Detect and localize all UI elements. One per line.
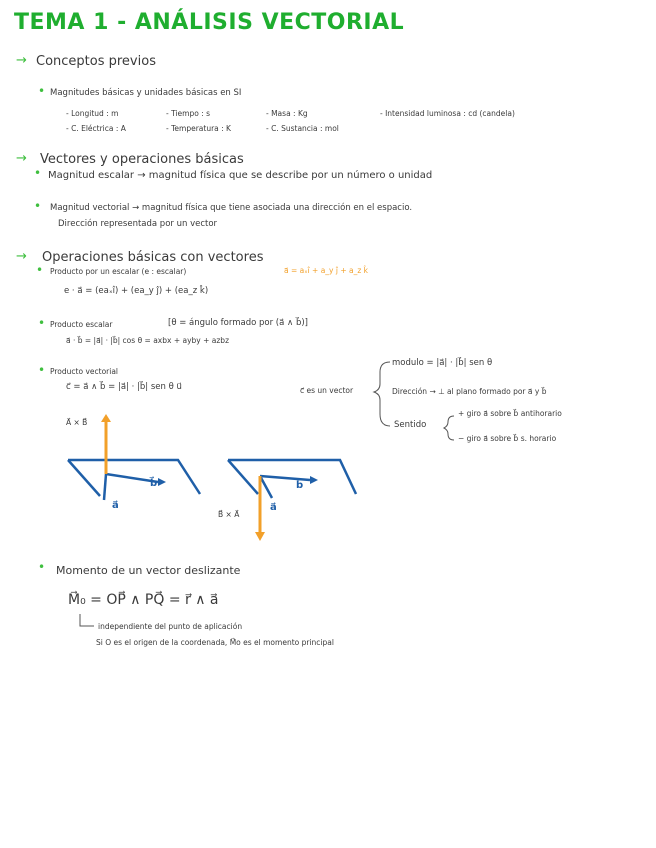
momento-note-2: Si O es el origen de la coordenada, M⃗o es el momento principal [96, 638, 334, 647]
arrow-bullet-icon: → [16, 151, 27, 166]
bullet-dot-icon: • [34, 199, 42, 213]
momento-formula: M⃗₀ = OP⃗ ∧ PQ⃗ = r⃗ ∧ a⃗ [68, 592, 219, 608]
direccion-def: Dirección → ⊥ al plano formado por a⃗ y b⃗ [392, 387, 547, 396]
vector-a-label-left: a⃗ [112, 500, 119, 511]
section-heading-operaciones: Operaciones básicas con vectores [42, 250, 264, 265]
plane-left [68, 414, 200, 500]
section-heading-conceptos: Conceptos previos [36, 54, 156, 69]
page-title: TEMA 1 - ANÁLISIS VECTORIAL [14, 10, 405, 35]
bullet-dot-icon: • [36, 263, 44, 277]
c-es-un-vector: c⃗ es un vector [300, 386, 354, 395]
plane-right [228, 460, 356, 541]
direccion-vector: Dirección representada por un vector [58, 219, 218, 229]
producto-vectorial-label: Producto vectorial [50, 367, 119, 376]
bxa-label: B⃗ × A⃗ [218, 510, 240, 519]
modulo-def: modulo = |a⃗| · |b⃗| sen θ [392, 358, 493, 368]
magnitudes-heading: Magnitudes básicas y unidades básicas en SI [50, 88, 242, 98]
arrow-bullet-icon: → [16, 53, 27, 68]
producto-escalar-expansion: a⃗ · b⃗ = |a⃗| · |b⃗| cos θ = axbx + ayby + azbz [66, 336, 230, 345]
sentido-label: Sentido [394, 420, 427, 430]
producto-escalar-formula: e · a⃗ = (eaₓî) + (ea_y ĵ) + (ea_z k̂) [64, 286, 209, 296]
bullet-dot-icon: • [38, 363, 46, 377]
unit-sustancia: - C. Sustancia : mol [266, 124, 339, 133]
vector-a-label-right: a⃗ [270, 502, 277, 513]
bullet-dot-icon: • [34, 166, 42, 180]
unit-longitud: - Longitud : m [66, 109, 119, 118]
momento-heading: Momento de un vector deslizante [56, 564, 241, 577]
momento-note-1: independiente del punto de aplicación [98, 622, 243, 631]
axb-label: A⃗ × B⃗ [66, 418, 88, 427]
vector-b-label-left: b⃗ [150, 478, 158, 489]
vector-b-label-right: b⃗ [296, 480, 304, 491]
producto-vectorial-formula: c⃗ = a⃗ ∧ b⃗ = |a⃗| · |b⃗| sen θ u⃗ [66, 382, 182, 392]
bullet-dot-icon: • [38, 84, 46, 98]
unit-electrica: - C. Eléctrica : A [66, 124, 126, 133]
unit-masa: - Masa : Kg [266, 109, 308, 118]
sentido-minus: − giro a⃗ sobre b⃗ s. horario [458, 434, 557, 443]
brace-small-icon [444, 416, 454, 440]
vector-definition: a⃗ = aₓî + a_y ĵ + a_z k̂ [284, 266, 369, 275]
brace-icon [374, 362, 390, 426]
corner-arrow-icon [80, 614, 94, 626]
producto-escalar-label: Producto escalar [50, 320, 113, 329]
unit-intensidad: - Intensidad luminosa : cd (candela) [380, 109, 515, 118]
bullet-dot-icon: • [38, 316, 46, 330]
producto-por-escalar-label: Producto por un escalar (e : escalar) [50, 267, 187, 276]
bullet-dot-icon: • [38, 560, 46, 574]
unit-tiempo: - Tiempo : s [166, 109, 210, 118]
section-heading-vectores: Vectores y operaciones básicas [40, 152, 244, 167]
sentido-plus: + giro a⃗ sobre b⃗ antihorario [458, 409, 562, 418]
magnitud-vectorial: Magnitud vectorial → magnitud física que tiene asociada una dirección en el espacio. [50, 203, 413, 213]
unit-temperatura: - Temperatura : K [166, 124, 231, 133]
magnitud-escalar: Magnitud escalar → magnitud física que se describe por un número o unidad [48, 170, 433, 181]
theta-definition: [θ = ángulo formado por (a⃗ ∧ b⃗)] [168, 318, 308, 328]
arrow-bullet-icon: → [16, 249, 27, 264]
